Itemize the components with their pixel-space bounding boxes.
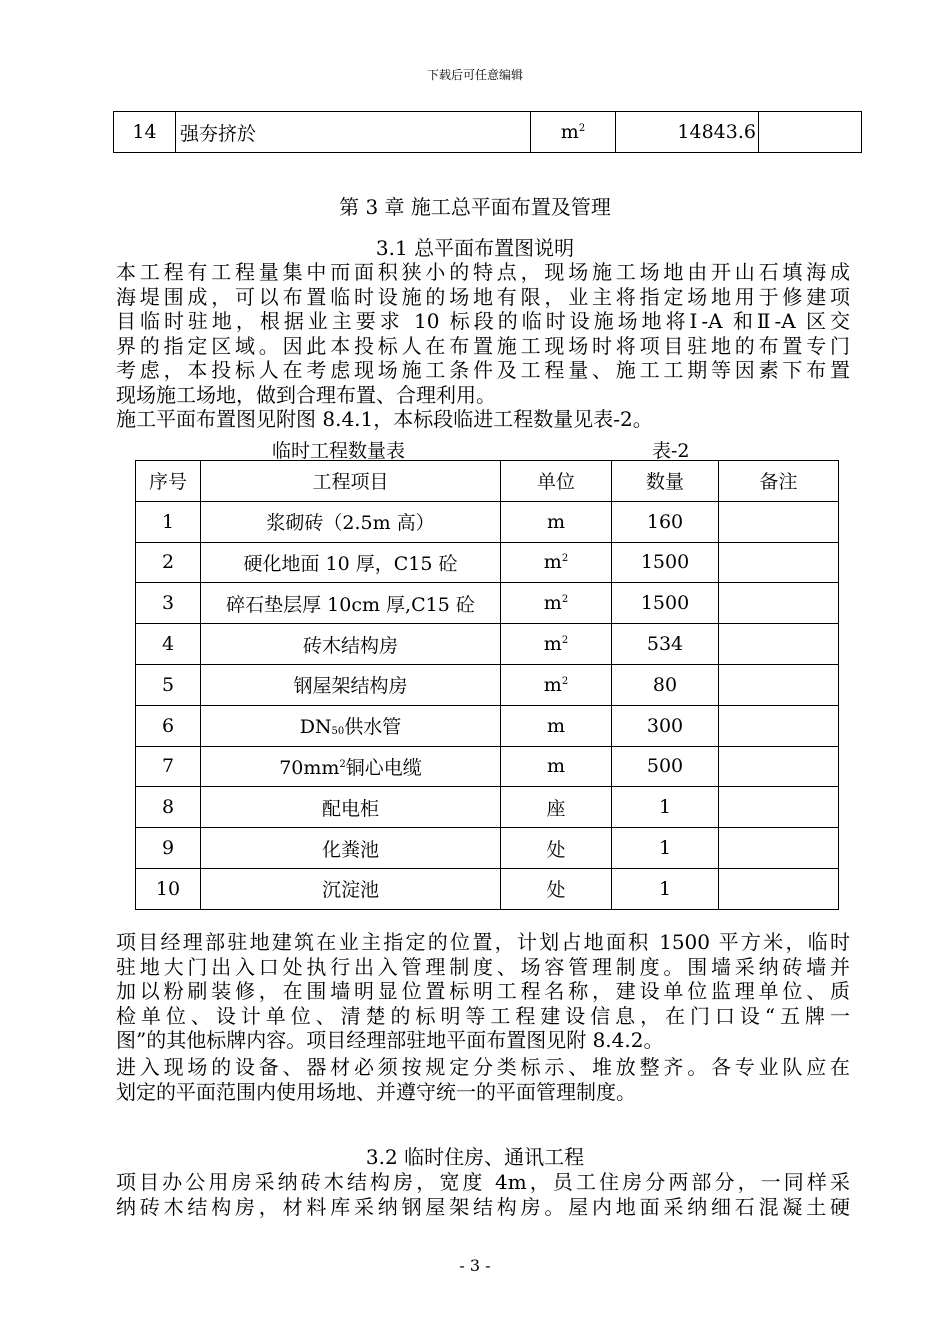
section-3-1-title: 3.1 总平面布置图说明	[375, 236, 575, 260]
cell-unit	[501, 828, 612, 869]
cell-unit	[501, 624, 612, 665]
cell-remark	[719, 868, 839, 909]
cell-remark	[719, 664, 839, 705]
cell-no: 6	[136, 705, 201, 746]
cell-unit	[501, 664, 612, 705]
header-note: 下载后可任意编辑	[426, 68, 523, 82]
cell-remark	[719, 705, 839, 746]
text-line: 划定的平面范围内使用场地、并遵守统一的平面管理制度。	[116, 1079, 636, 1104]
table-label: 表-2	[652, 440, 690, 462]
cell-qty: 1	[612, 868, 719, 909]
cell-unit	[501, 868, 612, 909]
cell-remark	[719, 542, 839, 583]
table-row	[136, 583, 839, 624]
unit-text: m	[543, 673, 562, 696]
text-line: 项目办公用房采纳砖木结构房，宽度 4m，员工住房分两部分，一同样采	[116, 1170, 850, 1194]
cell-item: 钢屋架结构房	[201, 664, 501, 705]
unit-sup: 2	[561, 675, 569, 687]
header-item: 工程项目	[201, 461, 501, 502]
table-row	[136, 624, 839, 665]
cell-remark	[759, 112, 862, 153]
cell-remark	[719, 787, 839, 828]
item-pre: 70mm	[279, 756, 340, 779]
paragraph-2: 施工平面布置图见附图 8.4.1，本标段临进工程数量见表-2。	[116, 407, 653, 431]
unit-text: m	[546, 510, 566, 533]
cell-qty: 1500	[612, 583, 719, 624]
cell-unit	[501, 583, 612, 624]
cell-qty: 1	[612, 787, 719, 828]
text-line: 海堤围成，可以布置临时设施的场地有限，业主将指定场地用于修建项	[116, 284, 850, 309]
cell-qty: 500	[612, 746, 719, 787]
unit-text: m	[543, 633, 562, 656]
unit-sup: 2	[561, 594, 569, 606]
unit-text: 处	[546, 838, 566, 861]
text-line: 图”的其他标牌内容。项目经理部驻地平面布置图见附 8.4.2。	[116, 1028, 664, 1052]
unit-text: m	[546, 714, 566, 737]
cell-qty: 300	[612, 705, 719, 746]
cell-qty: 534	[612, 624, 719, 665]
cell-no: 1	[136, 501, 201, 542]
cell-item: 沉淀池	[201, 868, 501, 909]
unit-sup: 2	[578, 123, 586, 134]
unit-text: m	[543, 592, 562, 615]
cell-no: 5	[136, 664, 201, 705]
cell-item: 化粪池	[201, 828, 501, 869]
cell-no: 3	[136, 583, 201, 624]
table-row	[136, 542, 839, 583]
cell-unit	[501, 705, 612, 746]
cell-no: 9	[136, 828, 201, 869]
unit-sup: 2	[561, 553, 569, 565]
table-row	[136, 746, 839, 787]
cell-no: 7	[136, 746, 201, 787]
text-line: 检单位、设计单位、清楚的标明等工程建设信息，在门口设“五牌一	[116, 1003, 850, 1028]
unit-text: m	[560, 121, 579, 143]
table-row	[136, 828, 839, 869]
top-table-fragment	[113, 111, 862, 153]
text-line: 项目经理部驻地建筑在业主指定的位置，计划占地面积 1500 平方米，临时	[116, 930, 850, 954]
cell-unit	[501, 501, 612, 542]
item-post: 供水管	[344, 716, 402, 739]
text-line: 驻地大门出入口处执行出入管理制度、场容管理制度。围墙采纳砖墙并	[116, 954, 850, 979]
header-no: 序号	[136, 461, 201, 502]
cell-no: 8	[136, 787, 201, 828]
text-line: 进入现场的设备、器材必须按规定分类标示、堆放整齐。各专业队应在	[116, 1055, 850, 1079]
unit-sup: 2	[561, 635, 569, 647]
table-row	[114, 112, 862, 153]
table-header-row	[136, 461, 839, 502]
item-sup: 2	[339, 758, 346, 770]
paragraph-4	[116, 1055, 850, 1104]
table-row	[136, 705, 839, 746]
cell-item	[201, 746, 501, 787]
section-3-2-title: 3.2 临时住房、通讯工程	[365, 1145, 585, 1169]
cell-item: 碎石垫层厚 10cm 厚,C15 砼	[201, 583, 501, 624]
cell-item: 浆砌砖（2.5m 高）	[201, 501, 501, 542]
cell-item: 砖木结构房	[201, 624, 501, 665]
cell-remark	[719, 624, 839, 665]
item-sub: 50	[331, 726, 345, 738]
paragraph-5	[116, 1170, 850, 1219]
item-pre: DN	[299, 716, 332, 739]
cell-unit	[501, 746, 612, 787]
cell-unit	[501, 542, 612, 583]
cell-item: 强夯挤於	[176, 112, 531, 153]
text-line: 界的指定区域。因此本投标人在布置施工现场时将项目驻地的布置专门	[116, 333, 850, 358]
table-row	[136, 868, 839, 909]
header-remark: 备注	[719, 461, 839, 502]
text-line: 本工程有工程量集中而面积狭小的特点，现场施工场地由开山石填海成	[116, 260, 850, 284]
cell-qty: 80	[612, 664, 719, 705]
text-line: 考虑，本投标人在考虑现场施工条件及工程量、施工工期等因素下布置	[116, 358, 850, 382]
cell-no: 14	[114, 112, 176, 153]
text-line: 现场施工场地，做到合理布置、合理利用。	[116, 382, 496, 407]
text-line: 纳砖木结构房，材料库采纳钢屋架结构房。屋内地面采纳细石混凝土硬	[116, 1194, 850, 1219]
header-unit: 单位	[501, 461, 612, 502]
cell-unit	[531, 112, 616, 153]
cell-no: 10	[136, 868, 201, 909]
table-title: 临时工程数量表	[272, 440, 406, 462]
cell-item	[201, 705, 501, 746]
table-row	[136, 664, 839, 705]
cell-remark	[719, 501, 839, 542]
table-row	[136, 787, 839, 828]
paragraph-3	[116, 930, 850, 1053]
cell-remark	[719, 828, 839, 869]
cell-qty: 14843.6	[616, 112, 759, 153]
cell-remark	[719, 583, 839, 624]
page-number: - 3 -	[459, 1256, 491, 1275]
cell-item: 硬化地面 10 厚，C15 砼	[201, 542, 501, 583]
unit-text: m	[546, 755, 566, 778]
text-line: 加以粉刷装修，在围墙明显位置标明工程名称，建设单位监理单位、质	[116, 979, 850, 1003]
unit-text: m	[543, 551, 562, 574]
unit-text: 处	[546, 879, 566, 902]
header-qty: 数量	[612, 461, 719, 502]
unit-text: 座	[546, 797, 566, 820]
cell-remark	[719, 746, 839, 787]
cell-unit	[501, 787, 612, 828]
text-line: 目临时驻地，根据业主要求 10 标段的临时设施场地将Ⅰ-A 和Ⅱ-A 区交	[116, 309, 850, 333]
item-post: 铜心电缆	[345, 756, 422, 779]
cell-qty: 1	[612, 828, 719, 869]
paragraph-1	[116, 260, 850, 407]
cell-no: 2	[136, 542, 201, 583]
chapter-title: 第 3 章 施工总平面布置及管理	[339, 195, 611, 219]
temporary-works-table	[135, 460, 839, 910]
cell-item: 配电柜	[201, 787, 501, 828]
cell-no: 4	[136, 624, 201, 665]
table-row	[136, 501, 839, 542]
cell-qty: 160	[612, 501, 719, 542]
cell-qty: 1500	[612, 542, 719, 583]
